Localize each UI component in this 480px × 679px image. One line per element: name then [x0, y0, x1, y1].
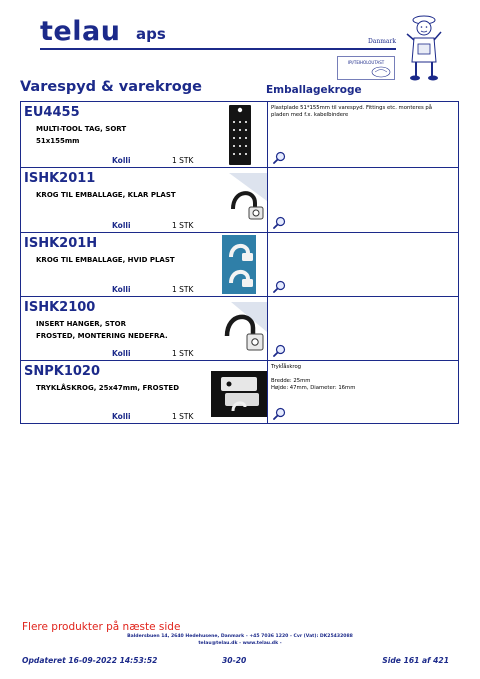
brand-suffix: aps [136, 25, 166, 43]
magnifier-icon[interactable] [273, 151, 286, 164]
product-description: INSERT HANGER, STOR FROSTED, MONTERING NEDEFRA. [36, 320, 168, 340]
product-row-snpk1020 [21, 360, 458, 423]
product-table [20, 101, 459, 424]
product-row-ishk201h [21, 232, 458, 296]
quantity: 1 STK [172, 285, 194, 294]
product-info: Trykl̊åskrog Bredde: 25mm Højde: 47mm, Diameter: 16mm [271, 364, 356, 391]
product-sku: ISHK201H [24, 236, 98, 251]
product-description: TRYKLÅSKROG, 25x47mm, FROSTED [36, 384, 180, 392]
product-description: MULTI-TOOL TAG, SORT 51x155mm [36, 125, 127, 145]
next-page-notice: Flere produkter på næste side [22, 621, 181, 633]
column-divider [267, 102, 268, 167]
product-description: KROG TIL EMBALLAGE, HVID PLAST [36, 256, 175, 264]
quantity: 1 STK [172, 349, 194, 358]
product-image [222, 235, 256, 294]
quantity: 1 STK [172, 156, 194, 165]
product-row-ishk2011 [21, 167, 458, 232]
mascot-illustration [404, 14, 444, 82]
product-sku: ISHK2011 [24, 171, 96, 186]
header-rule [40, 48, 396, 50]
seal-text: IPI/TEIHOLOUTAST [347, 60, 385, 65]
column-divider [267, 168, 268, 232]
updated-timestamp: Opdateret 16-09-2022 14:53:52 [22, 656, 158, 665]
column-divider [267, 233, 268, 296]
kolli-label: Kolli [112, 349, 131, 358]
brand-logo: telau [40, 16, 121, 47]
product-row-eu4455 [21, 102, 458, 167]
kolli-label: Kolli [112, 221, 131, 230]
quantity: 1 STK [172, 412, 194, 421]
column-divider [267, 361, 268, 423]
product-image [229, 105, 251, 165]
country-label: Danmark [367, 38, 396, 45]
product-description: KROG TIL EMBALLAGE, KLAR PLAST [36, 191, 176, 199]
kolli-label: Kolli [112, 285, 131, 294]
magnifier-icon[interactable] [273, 216, 286, 229]
certification-seal [337, 56, 395, 80]
page-title: Varespyd & varekroge [20, 79, 202, 95]
column-divider [267, 297, 268, 360]
quantity: 1 STK [172, 221, 194, 230]
magnifier-icon[interactable] [273, 407, 286, 420]
company-address: Baldersbuen 14, 2640 Hedehusene, Danmark - +45 7036 1220 - Cvr (Vat): DK25432088 telau@telau.dk - www.telau.dk - [127, 634, 353, 646]
product-image [211, 302, 267, 356]
product-sku: ISHK2100 [24, 300, 96, 315]
product-image [211, 173, 267, 225]
product-image [211, 371, 267, 417]
product-sku: EU4455 [24, 105, 80, 120]
product-row-ishk2100 [21, 296, 458, 360]
kolli-label: Kolli [112, 156, 131, 165]
product-sku: SNPK1020 [24, 364, 101, 379]
magnifier-icon[interactable] [273, 280, 286, 293]
page-reference: 30-20 [222, 656, 247, 665]
product-info: Plastplade 51*155mm til varespyd. Fittings etc. monteres på pladen med f.x. kabelbindere [271, 105, 433, 118]
kolli-label: Kolli [112, 412, 131, 421]
category-title: Emballagekroge [266, 84, 362, 96]
page-number: Side 161 af 421 [382, 656, 449, 665]
magnifier-icon[interactable] [273, 344, 286, 357]
